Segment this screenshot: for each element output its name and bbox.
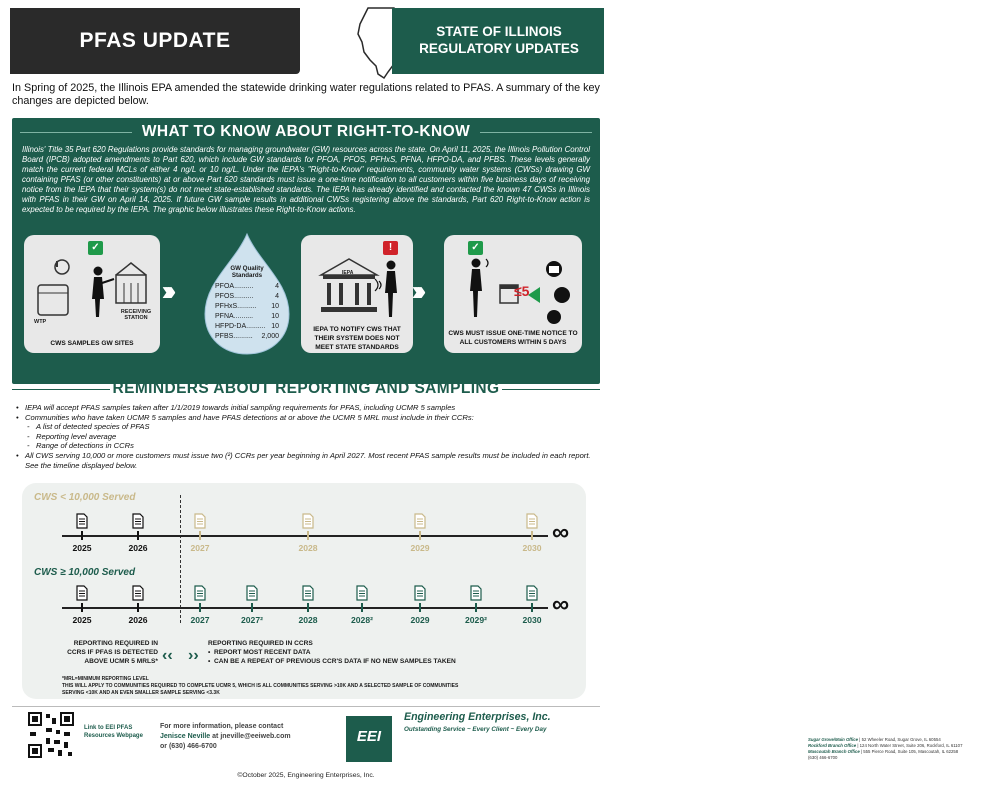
office-line: Mascoutah Branch Office | 555 Pierce Road, Suite 105, Mascoutah, IL 62258 xyxy=(808,749,959,754)
timeline-entry xyxy=(400,583,440,633)
reminder-text: Reporting level average xyxy=(36,431,117,441)
timeline-entry xyxy=(400,511,440,561)
page-title: PFAS UPDATE xyxy=(79,29,231,52)
footnotes xyxy=(62,676,462,697)
dot-leader: .......... xyxy=(233,313,254,320)
standard-row xyxy=(215,312,279,322)
timeline-year: 2030 xyxy=(522,615,542,625)
panel-caption: IEPA TO NOTIFY CWS THAT THEIR SYSTEM DOES NOT MEET STATE STANDARDS xyxy=(313,326,401,351)
timeline-entry xyxy=(62,511,102,561)
office-address: 124 North Water Street, Suite 206, Rockford, IL 61107 xyxy=(859,743,963,748)
header-subtitle-block xyxy=(392,8,604,74)
contact-line xyxy=(160,732,332,742)
reminders-heading: REMINDERS ABOUT REPORTING AND SAMPLING xyxy=(112,380,500,397)
timeline-entry xyxy=(118,583,158,633)
contact-name: Jenisce Neville xyxy=(160,733,211,740)
document-icon xyxy=(526,513,538,529)
timeline-tick xyxy=(137,603,139,612)
reminder-item xyxy=(16,441,600,451)
standard-name: PFBS xyxy=(215,333,234,340)
timeline-year: 2029² xyxy=(465,615,487,625)
footnote-ucmr: THIS WILL APPLY TO COMMUNITIES REQUIRED TO COMPLETE UCMR 5, WHICH IS ALL COMMUNITIES SERVING >10K AND A SELECTED SAMPLE OF COMMUNITIES SERVING <10K AND AN EVEN SMALLER SAMPLE SERVING <3.3K xyxy=(62,683,459,696)
dot-leader: .......... xyxy=(234,293,254,300)
reminder-item xyxy=(16,413,600,423)
panel-gw-standards xyxy=(199,235,295,353)
contact-block xyxy=(160,722,332,752)
wtp-label: WTP xyxy=(34,319,47,325)
timeline-entry xyxy=(512,511,552,561)
intro-paragraph: In Spring of 2025, the Illinois EPA amended the statewide drinking water regulations related to PFAS. A summary of the key changes are depicted below. xyxy=(12,82,600,107)
timeline-tick xyxy=(199,603,201,612)
timeline-tick xyxy=(419,531,421,540)
left-note: REPORTING REQUIRED IN CCRS IF PFAS IS DETECTED ABOVE UCMR 5 MRLS* xyxy=(67,640,158,665)
timeline-year: 2029 xyxy=(410,543,430,553)
timeline-tick xyxy=(81,531,83,540)
timeline-year: 2025 xyxy=(72,615,92,625)
bullet-icon: • xyxy=(208,658,211,665)
copyright: ©October 2025, Engineering Enterprises, Inc. xyxy=(237,772,375,779)
timeline-entry xyxy=(232,583,272,633)
timeline-year: 2030 xyxy=(522,543,542,553)
right-note-title: REPORTING REQUIRED IN CCRS xyxy=(208,640,313,647)
document-icon xyxy=(76,585,88,601)
office-line: Sugar Grove/Main Office | 52 Wheeler Road, Sugar Grove, IL 60554 xyxy=(808,737,941,742)
reminder-text: Communities who have taken UCMR 5 samples and have PFAS detections at or above the UCMR 5 MRL must include in their CCRs: xyxy=(25,412,474,422)
note-bullet: • CAN BE A REPEAT OF PREVIOUS CCR'S DATA IF NO NEW SAMPLES TAKEN xyxy=(208,658,456,665)
timeline-entry xyxy=(342,583,382,633)
right-to-know-section xyxy=(12,118,600,384)
timeline-row2-label: CWS ≥ 10,000 Served xyxy=(34,567,136,578)
check-icon: ✓ xyxy=(468,241,483,255)
page-header xyxy=(0,0,612,82)
standard-name: PFHxS xyxy=(215,303,238,310)
office-name: Sugar Grove/Main Office xyxy=(808,737,859,742)
bullet-icon: • xyxy=(16,450,19,460)
standard-value: 10 xyxy=(271,303,279,310)
ccr-timeline xyxy=(22,483,586,699)
rtk-heading: WHAT TO KNOW ABOUT RIGHT-TO-KNOW xyxy=(141,123,471,140)
timeline-tick xyxy=(475,603,477,612)
standard-row xyxy=(215,332,279,342)
logo-text: EEI xyxy=(356,728,382,745)
alert-icon: ! xyxy=(383,241,398,255)
timeline-row1-label: CWS < 10,000 Served xyxy=(34,492,136,503)
timeline-tick xyxy=(199,531,201,540)
standards-title: GW Quality Standards xyxy=(230,265,264,279)
timeline-year: 2027² xyxy=(241,615,263,625)
reminders-list xyxy=(16,403,600,470)
iepa-building-icon xyxy=(317,255,403,319)
standard-name: HFPD-DA xyxy=(215,323,247,330)
divider xyxy=(480,132,592,133)
timeline-entry xyxy=(512,583,552,633)
document-icon xyxy=(132,585,144,601)
reminder-item xyxy=(16,451,600,470)
standard-name: PFNA xyxy=(215,313,234,320)
timeline-row1 xyxy=(22,511,586,561)
infinity-icon: ∞ xyxy=(552,591,570,618)
timeline-year: 2027 xyxy=(190,543,210,553)
qr-link-text[interactable]: Link to EEI PFAS Resources Webpage xyxy=(84,725,143,739)
bullet-icon: • xyxy=(208,649,211,656)
bullet-icon: - xyxy=(27,441,30,451)
document-icon xyxy=(470,585,482,601)
document-icon xyxy=(246,585,258,601)
timeline-tick xyxy=(307,531,309,540)
right-note-bullets xyxy=(208,648,508,666)
qr-code-icon[interactable] xyxy=(28,712,74,758)
standard-value: 10 xyxy=(271,313,279,320)
office-name: Mascoutah Branch Office xyxy=(808,749,860,754)
office-line: Rockford Branch Office | 124 North Water Street, Suite 206, Rockford, IL 61107 xyxy=(808,743,963,748)
document-icon xyxy=(194,585,206,601)
divider xyxy=(502,389,600,390)
station-label: RECEIVING STATION xyxy=(120,309,152,321)
company-tagline: Outstanding Service ~ Every Client ~ Every Day xyxy=(404,726,547,733)
document-icon xyxy=(132,513,144,529)
document-icon xyxy=(76,513,88,529)
standard-row xyxy=(215,292,279,302)
panel-caption: CWS SAMPLES GW SITES xyxy=(50,340,134,347)
reminder-item xyxy=(16,422,600,432)
standard-value: 4 xyxy=(275,293,279,300)
reminder-text: A list of detected species of PFAS xyxy=(36,422,150,432)
dot-leader: .......... xyxy=(234,283,254,290)
dot-leader: .......... xyxy=(233,333,253,340)
document-icon xyxy=(526,585,538,601)
office-list xyxy=(404,737,963,761)
timeline-row2 xyxy=(22,583,586,633)
contact-phone: or (630) 466-6700 xyxy=(160,743,217,750)
office-address: 555 Pierce Road, Suite 105, Mascoutah, IL 62258 xyxy=(863,749,959,754)
timeline-year: 2025 xyxy=(72,543,92,553)
timeline-entry xyxy=(62,583,102,633)
timeline-tick xyxy=(307,603,309,612)
standard-value: 2,000 xyxy=(261,333,279,340)
iepa-label: IEPA xyxy=(342,270,354,276)
infinity-icon: ∞ xyxy=(552,519,570,546)
company-name: Engineering Enterprises, Inc. xyxy=(404,711,551,723)
timeline-year: 2026 xyxy=(128,543,148,553)
office-name: Rockford Branch Office xyxy=(808,743,857,748)
document-icon xyxy=(414,513,426,529)
note-bullet: • REPORT MOST RECENT DATA xyxy=(208,649,311,656)
timeline-year: 2029 xyxy=(410,615,430,625)
document-icon xyxy=(194,513,206,529)
check-icon: ✓ xyxy=(88,241,103,255)
standard-row xyxy=(215,322,279,332)
timeline-year: 2028² xyxy=(351,615,373,625)
dot-leader: .......... xyxy=(237,303,257,310)
document-icon xyxy=(302,513,314,529)
timeline-tick xyxy=(251,603,253,612)
timeline-entry xyxy=(456,583,496,633)
document-icon xyxy=(414,585,426,601)
contact-intro: For more information, please contact xyxy=(160,723,284,730)
timeline-tick xyxy=(531,603,533,612)
dot-leader: .......... xyxy=(246,323,266,330)
timeline-year: 2026 xyxy=(128,615,148,625)
timeline-year: 2028 xyxy=(298,543,318,553)
reminder-item xyxy=(16,432,600,442)
panel-cws-samples xyxy=(24,235,160,353)
standard-value: 10 xyxy=(271,323,279,330)
bullet-icon: - xyxy=(27,422,30,432)
standard-name: PFOS xyxy=(215,293,235,300)
panel-customer-notice xyxy=(444,235,582,353)
footer-divider xyxy=(12,706,600,707)
standard-row xyxy=(215,302,279,312)
contact-email[interactable]: jneville@eeiweb.com xyxy=(220,733,291,740)
timeline-tick xyxy=(361,603,363,612)
chevron-right-icon: ›› xyxy=(188,647,199,664)
timeline-tick xyxy=(531,531,533,540)
standards-table xyxy=(215,282,295,342)
reminder-text: All CWS serving 10,000 or more customers must issue two (²) CCRs per year beginning in April 2027. Most recent PFAS sample results must be included in each report. See the timeline displayed below. xyxy=(25,450,591,470)
timeline-entry xyxy=(288,511,328,561)
office-address: (630) 466-6700 xyxy=(808,755,838,760)
company-logo xyxy=(346,716,392,762)
timeline-entry xyxy=(118,511,158,561)
days-count: ≤5 xyxy=(514,283,530,299)
timeline-year: 2028 xyxy=(298,615,318,625)
timeline-tick xyxy=(137,531,139,540)
header-subtitle: STATE OF ILLINOIS REGULATORY UPDATES xyxy=(419,24,579,56)
office-line xyxy=(808,755,1008,761)
timeline-entry xyxy=(288,583,328,633)
right-note xyxy=(208,639,508,666)
chevron-left-icon: ‹‹ xyxy=(162,647,173,664)
timeline-entry xyxy=(180,511,220,561)
reminder-item xyxy=(16,403,600,413)
standard-value: 4 xyxy=(275,283,279,290)
bullet-icon: • xyxy=(16,412,19,422)
reminder-text: IEPA will accept PFAS samples taken after 1/1/2019 towards initial sampling requirements for PFAS, including UCMR 5 samples xyxy=(25,403,456,412)
rtk-body-text: Illinois' Title 35 Part 620 Regulations provide standards for managing groundwater (GW) resources across the state. On April 11, 2025, the Illinois Pollution Control Board (IPCB) adopted amendments to Part 620, which include GW standards for PFOA, PFOS, PFHxS, PFNA, HFPO-DA, and PFBS. These levels generally match the current federal MCLs of either 4 ng/L or 10 ng/L. Under the IEPA's "Right-to-Know" requirements, community water systems (CWSs) drawing GW containing PFAS (or other constituents) at or above Part 620 standards must issue a one-time notification to all customers within five business days of receiving notice from the IEPA that their system(s) do not meet state-established standards. The IEPA has already identified and contacted the known 47 CWSs in Illinois with PFAS in their GW on April 14, 2025. If future GW sample results in additional CWSs registering above the standards, Part 620 Right-to-Know action is expected to be required by the IEPA. The graphic below illustrates these Right-to-Know actions. xyxy=(22,145,590,214)
timeline-year: 2027 xyxy=(190,615,210,625)
bullet-icon: - xyxy=(27,431,30,441)
document-icon xyxy=(356,585,368,601)
footnote-mrl: *MRL=MINIMUM REPORTING LEVEL xyxy=(62,676,149,682)
bullet-icon: • xyxy=(16,403,19,412)
panel-iepa-notify xyxy=(301,235,413,353)
timeline-tick xyxy=(81,603,83,612)
document-icon xyxy=(302,585,314,601)
standard-row xyxy=(215,282,279,292)
panel-caption: CWS MUST ISSUE ONE-TIME NOTICE TO ALL CUSTOMERS WITHIN 5 DAYS xyxy=(448,330,578,346)
timeline-entry xyxy=(180,583,220,633)
header-title-block xyxy=(10,8,300,74)
timeline-tick xyxy=(419,603,421,612)
contact-at: at xyxy=(210,733,221,740)
office-address: 52 Wheeler Road, Sugar Grove, IL 60554 xyxy=(861,737,941,742)
reminder-text: Range of detections in CCRs xyxy=(36,441,134,451)
standard-name: PFOA xyxy=(215,283,235,290)
